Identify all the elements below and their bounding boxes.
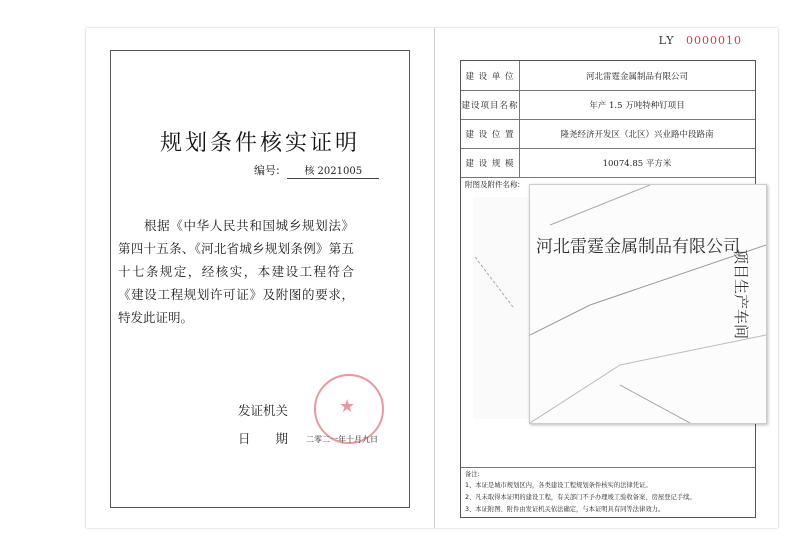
site-photo-inset [529, 184, 767, 424]
certificate-number [659, 34, 742, 47]
remarks-title: 备注: [465, 471, 480, 478]
row-value: 年产 1.5 万吨特种钉项目 [589, 100, 685, 111]
table-row [461, 148, 755, 178]
date-label: 日 期 [238, 431, 289, 446]
date-value: 二零二一年十月九日 [306, 435, 378, 444]
issuer-line [238, 401, 288, 419]
table-row [461, 119, 755, 149]
row-value: 10074.85 平方米 [602, 158, 672, 169]
issuer-label: 发证机关 [238, 403, 289, 418]
certificate-sheet [86, 28, 778, 528]
row-value: 河北雷霆金属制品有限公司 [585, 71, 688, 82]
ly-label: LY [658, 34, 675, 47]
remarks-line: 3、本证附图、附件由发证机关依法确定，与本证明具有同等法律效力。 [465, 506, 665, 513]
row-key: 建 设 单 位 [461, 61, 520, 90]
row-key: 建 设 规 模 [461, 148, 520, 177]
ly-number: 0000010 [686, 34, 742, 47]
row-key: 建 设 位 置 [461, 119, 520, 148]
remarks-line: 2、凡未取得本证明的建设工程，有关部门不予办理竣工验收备案、房屋登记手续。 [465, 494, 696, 501]
remarks-line: 1、本证是城市规划区内，各类建设工程规划条件核实的法律凭证。 [465, 482, 652, 489]
attachment-area [461, 177, 755, 468]
remarks-section [461, 467, 755, 517]
serial-label: 编号: [254, 164, 280, 177]
table-row [461, 90, 755, 120]
row-key: 建设项目名称 [461, 90, 520, 119]
serial-number [254, 162, 379, 179]
photo-project-sign: 项目生产车间 [732, 249, 750, 340]
certificate-right-page [434, 28, 778, 528]
official-seal-stamp [314, 374, 384, 444]
certificate-title: 规划条件核实证明 [159, 131, 360, 156]
certificate-body-text: 根据《中华人民共和国城乡规划法》第四十五条、《河北省城乡规划条例》第五十七条规定，经核实，本建设工程符合《建设工程规划许可证》及附图的要求，特发此证明。 [118, 218, 354, 325]
certificate-left-page [86, 28, 435, 528]
photo-company-sign: 河北雷霆金属制品有限公司 [536, 237, 740, 257]
table-row [461, 61, 755, 91]
attachment-label: 附图及附件名称: [465, 180, 521, 189]
info-table [460, 60, 756, 518]
serial-value: 核 2021005 [287, 162, 379, 179]
row-value: 隆尧经济开发区（北区）兴业路中段路南 [560, 129, 714, 140]
